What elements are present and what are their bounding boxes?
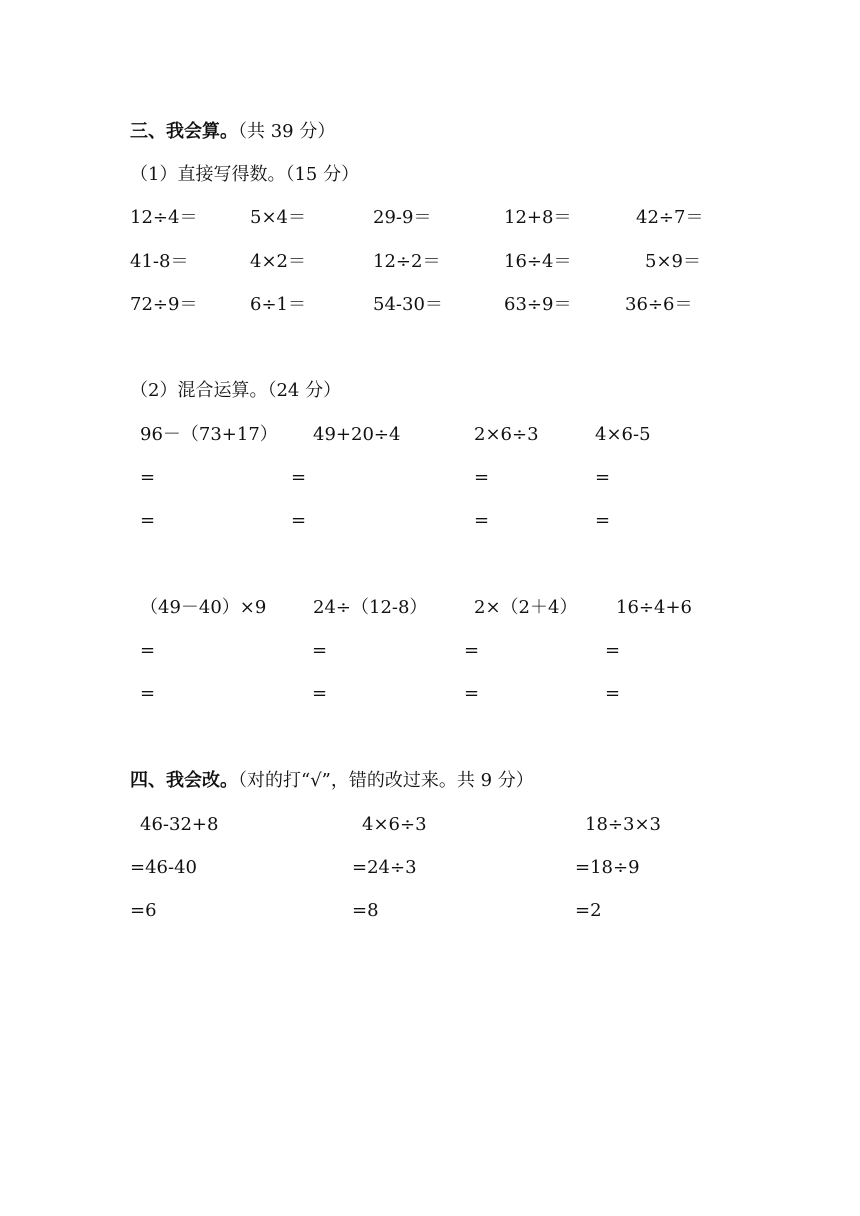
oral-item: 42÷7＝ [636,207,704,228]
mixed-problem: 49+20÷4 [313,424,401,445]
oral-item: 54-30＝ [373,294,443,315]
equals-line: = [464,640,480,661]
oral-item: 63÷9＝ [504,294,572,315]
mixed-problem: （49－40）×9 [140,597,267,618]
correction-problem: 46-32+8 [140,814,219,835]
oral-item: 36÷6＝ [625,294,693,315]
oral-item: 72÷9＝ [130,294,198,315]
equals-line: = [595,510,611,531]
mixed-problem: 24÷（12-8） [313,597,428,618]
equals-line: = [291,510,307,531]
part1-title: （1）直接写得数。（15 分） [130,164,360,185]
correction-result: =2 [575,900,602,921]
oral-item: 6÷1＝ [250,294,306,315]
correction-step: =18÷9 [575,857,640,878]
oral-item: 41-8＝ [130,251,189,272]
mixed-problem: 16÷4+6 [616,597,692,618]
equals-line: = [140,467,156,488]
equals-line: = [140,640,156,661]
correction-step: =24÷3 [352,857,417,878]
oral-item: 5×9＝ [645,251,701,272]
equals-line: = [291,467,307,488]
oral-item: 16÷4＝ [504,251,572,272]
equals-line: = [312,683,328,704]
oral-item: 29-9＝ [373,207,432,228]
equals-line: = [605,640,621,661]
mixed-problem: 4×6-5 [595,424,651,445]
section3-heading [130,121,335,143]
correction-problem: 18÷3×3 [585,814,661,835]
equals-line: = [140,510,156,531]
oral-item: 12+8＝ [504,207,572,228]
equals-line: = [595,467,611,488]
mixed-problem: 2×（2＋4） [474,597,578,618]
correction-problem: 4×6÷3 [362,814,427,835]
oral-item: 4×2＝ [250,251,306,272]
correction-result: =8 [352,900,379,921]
oral-item: 5×4＝ [250,207,306,228]
equals-line: = [474,467,490,488]
mixed-problem: 96－（73+17） [140,424,278,445]
correction-result: =6 [130,900,157,921]
oral-item: 12÷4＝ [130,207,198,228]
equals-line: = [464,683,480,704]
correction-step: =46-40 [130,857,197,878]
oral-item: 12÷2＝ [373,251,441,272]
section4-heading [130,770,534,792]
section3-score-note: （共 39 分） [238,121,336,142]
equals-line: = [474,510,490,531]
equals-line: = [605,683,621,704]
equals-line: = [140,683,156,704]
mixed-problem: 2×6÷3 [474,424,539,445]
section3-title: 三、我会算。 [130,121,238,142]
part2-title: （2）混合运算。（24 分） [130,380,342,401]
equals-line: = [312,640,328,661]
section4-title: 四、我会改。 [130,770,238,791]
section4-score-note: （对的打“√”，错的改过来。共 9 分） [238,770,534,791]
